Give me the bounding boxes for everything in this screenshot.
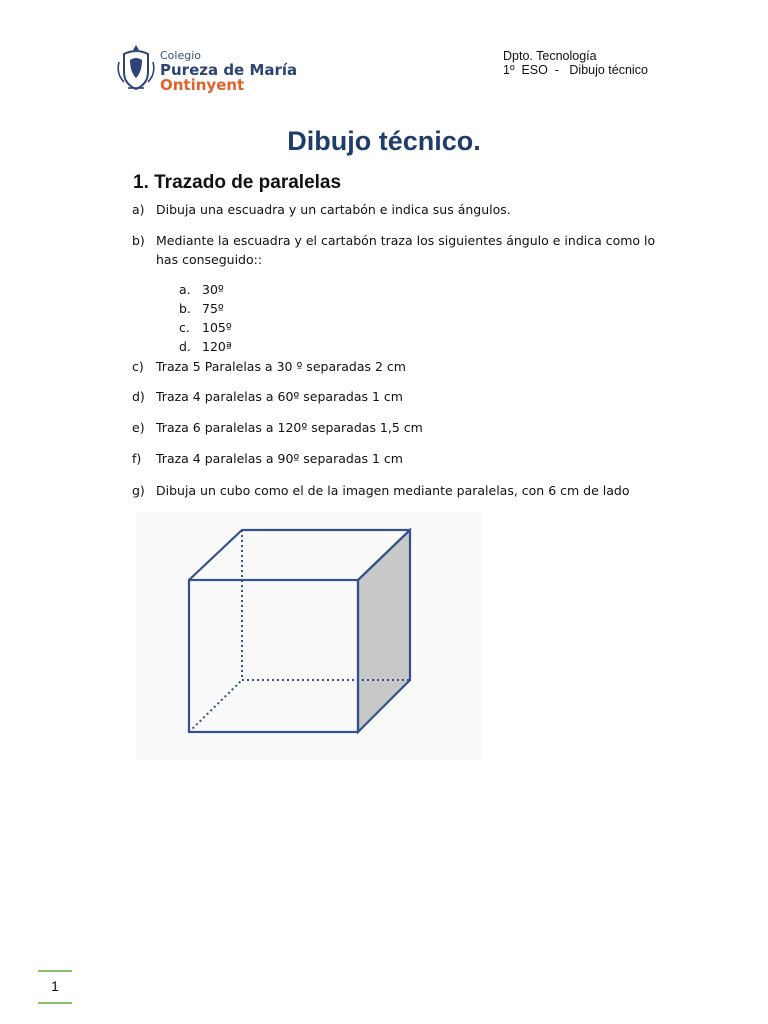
page-title: Dibujo técnico. [287, 126, 481, 156]
item-marker: c) [132, 359, 144, 374]
course-line: 1º ESO - Dibujo técnico [503, 63, 648, 77]
item-text: Traza 4 paralelas a 90º separadas 1 cm [156, 451, 403, 466]
section-heading: 1. Trazado de paralelas [133, 172, 342, 193]
item-text: Traza 5 Paralelas a 30 º separadas 2 cm [156, 359, 406, 374]
subitem-text: 120ª [202, 339, 232, 354]
subitem-text: 105º [202, 320, 232, 335]
subitem-marker: b. [179, 301, 191, 316]
item-text: Mediante la escuadra y el cartabón traza los siguientes ángulo e indica como lo has conseguido:: [156, 233, 656, 267]
dept-line: Dpto. Tecnología [503, 49, 597, 63]
item-marker: d) [132, 389, 145, 404]
cube-figure [136, 512, 482, 760]
subitem-marker: d. [179, 339, 191, 354]
subitem-text: 75º [202, 301, 224, 316]
item-text: Traza 6 paralelas a 120º separadas 1,5 cm [156, 420, 423, 435]
crest-icon [116, 42, 156, 94]
page-number: 1 [38, 970, 72, 1004]
department-header [503, 49, 648, 77]
subitem-marker: a. [179, 282, 191, 297]
logo-line-town: Ontinyent [160, 76, 245, 94]
logo-line-name: Pureza de María [160, 61, 298, 79]
logo-line-colegio: Colegio [160, 49, 202, 62]
subitem-marker: c. [179, 320, 190, 335]
figure-background [136, 512, 482, 760]
item-text: Dibuja un cubo como el de la imagen mediante paralelas, con 6 cm de lado [156, 483, 630, 498]
item-text: Traza 4 paralelas a 60º separadas 1 cm [156, 389, 403, 404]
item-marker: g) [132, 483, 145, 498]
item-marker: a) [132, 202, 145, 217]
item-text: Dibuja una escuadra y un cartabón e indica sus ángulos. [156, 202, 511, 217]
school-logo [116, 42, 306, 94]
item-marker: f) [132, 451, 142, 466]
item-marker: e) [132, 420, 145, 435]
item-marker: b) [132, 233, 145, 248]
subitem-text: 30º [202, 282, 224, 297]
